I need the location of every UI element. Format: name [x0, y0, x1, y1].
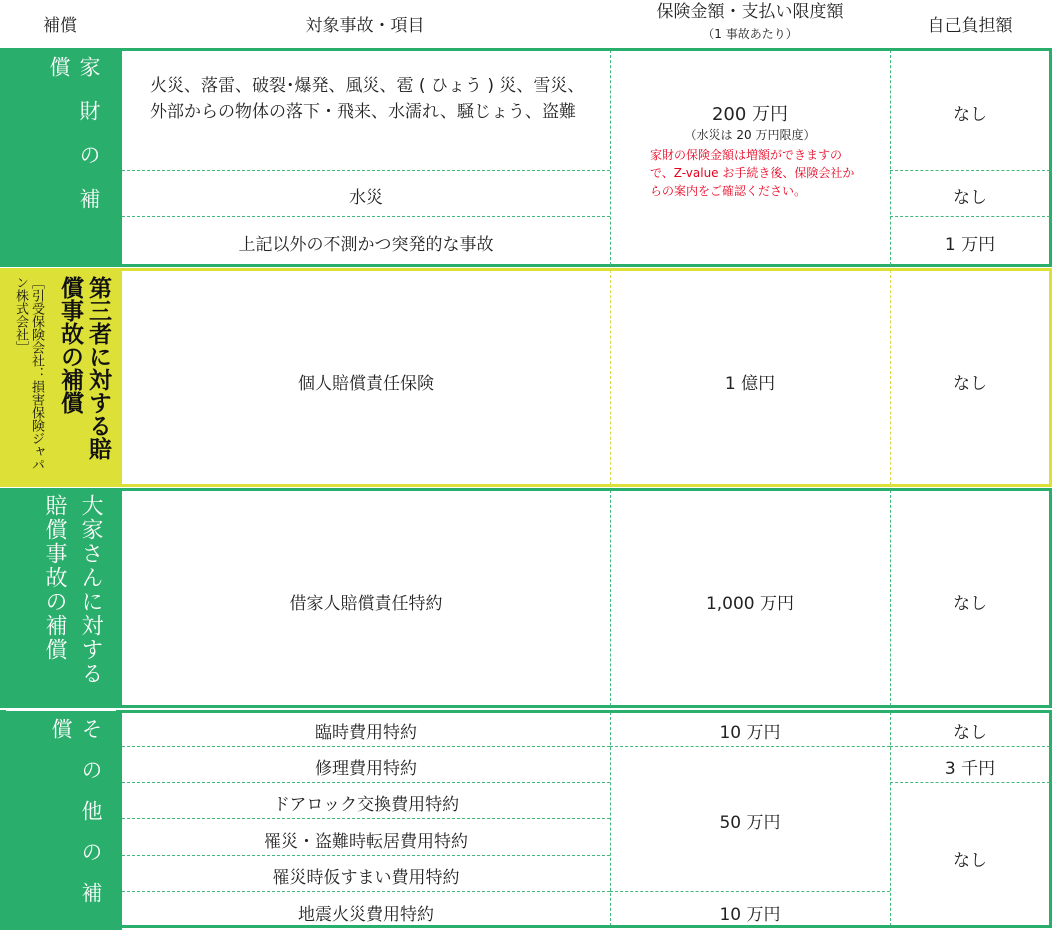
landlord-amount: 1,000 万円 — [705, 594, 795, 614]
section-landlord-label: 大家さんに対する賠償事故の補償 — [42, 494, 103, 686]
household-deductible-2: なし — [953, 188, 987, 208]
third-party-deductible: なし — [953, 374, 987, 394]
other-row-3: ドアロック交換費用特約 — [272, 795, 460, 815]
header-coverage: 補償 — [43, 16, 77, 36]
other-amount-row1: 10 万円 — [719, 723, 781, 743]
other-amount-last: 10 万円 — [719, 905, 781, 925]
household-row-perils: 火災、落雷、破裂･爆発、風災、雹 ( ひょう ) 災、雪災、外部からの物体の落下・飛来、水濡れ、騒じょう、盗難 — [150, 76, 585, 122]
household-deductible-3: 1 万円 — [944, 235, 996, 255]
other-row-1: 臨時費用特約 — [315, 723, 417, 743]
other-row-4: 罹災・盗難時転居費用特約 — [264, 832, 468, 852]
header-accident-item: 対象事故・項目 — [305, 16, 425, 36]
other-deductible-rest: なし — [953, 851, 987, 871]
other-deductible-row1: なし — [953, 723, 987, 743]
other-row-6: 地震火災費用特約 — [298, 905, 434, 925]
section-third-party-label: 第三者に対する賠償事故の補償 — [57, 276, 111, 460]
landlord-item: 借家人賠償責任特約 — [289, 594, 443, 614]
header-deductible: 自己負担額 — [927, 16, 1013, 36]
household-notice: 家財の保険金額は増額ができますので、Z-value お手続き後、保険会社からの案内をご確認ください。 — [650, 148, 855, 198]
landlord-deductible: なし — [953, 594, 987, 614]
header-amount — [610, 2, 890, 44]
section-household-label: 家財の補償 — [47, 56, 101, 232]
header-amount-sub: （1 事故あたり） — [702, 27, 798, 41]
other-amount-mid: 50 万円 — [719, 813, 781, 833]
header-amount-label: 保険金額・支払い限度額 — [656, 2, 844, 22]
third-party-amount: 1 億円 — [724, 374, 776, 394]
household-amount: 200 万円 — [711, 104, 789, 125]
household-deductible-1: なし — [953, 105, 987, 125]
household-row-flood: 水災 — [349, 188, 383, 208]
household-amount-note: （水災は 20 万円限度） — [684, 128, 816, 142]
household-row-other: 上記以外の不測かつ突発的な事故 — [238, 235, 494, 255]
section-third-party-insurer: ［引受保険会社：損害保険ジャパン株式会社］ — [13, 276, 44, 471]
third-party-item: 個人賠償責任保険 — [298, 374, 434, 394]
section-other-label: その他の補償 — [49, 718, 103, 923]
other-deductible-row2: 3 千円 — [944, 759, 996, 779]
section-divider — [6, 710, 116, 711]
other-row-5: 罹災時仮すまい費用特約 — [272, 868, 460, 888]
other-row-2: 修理費用特約 — [315, 759, 417, 779]
